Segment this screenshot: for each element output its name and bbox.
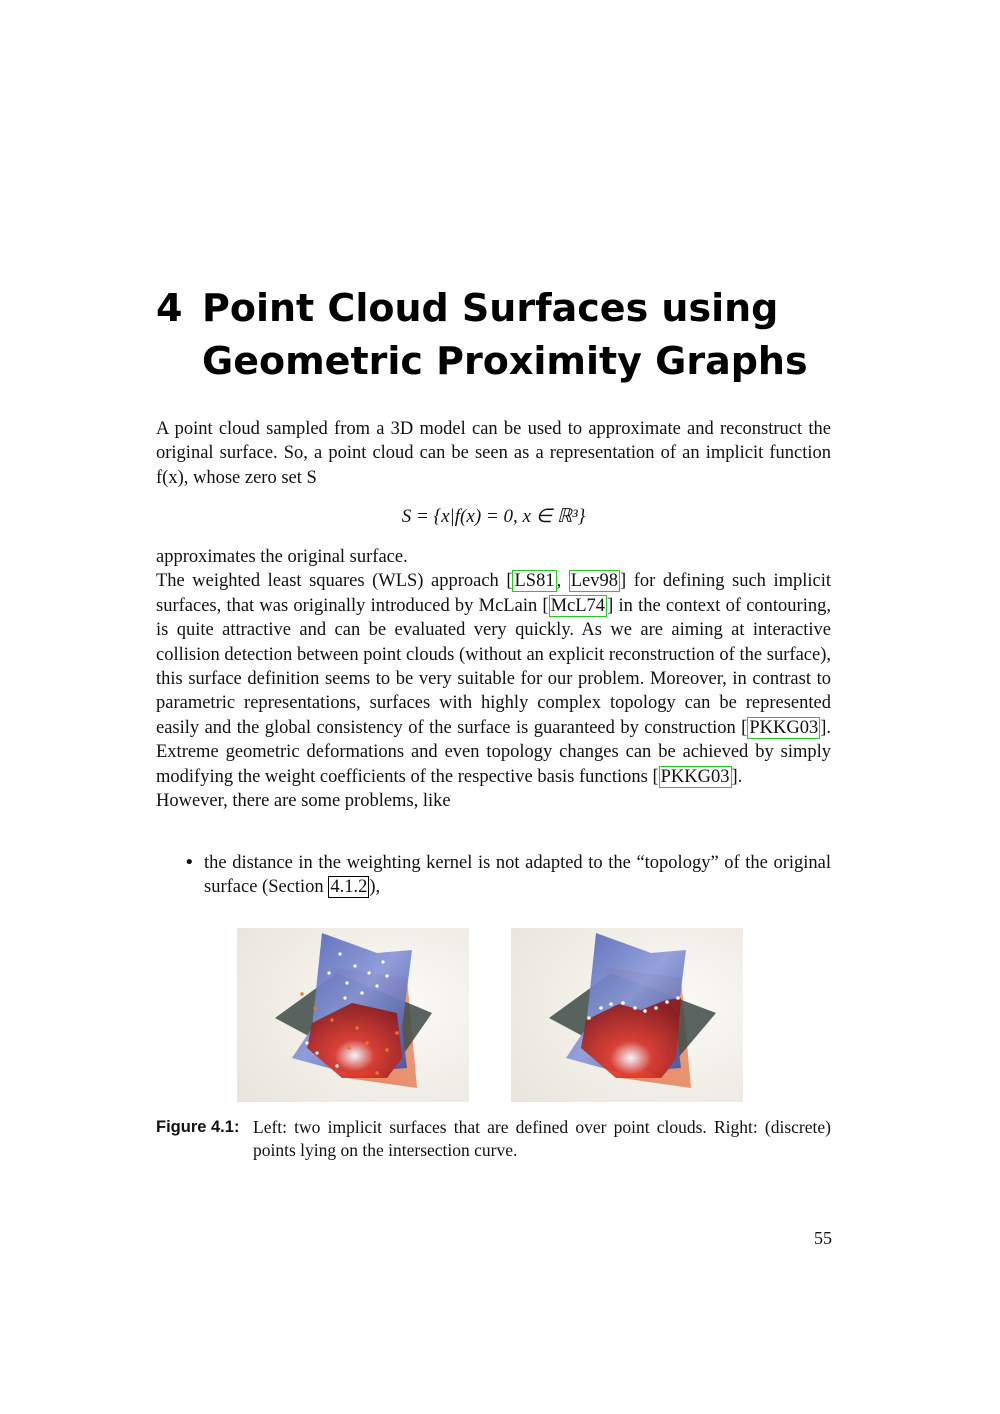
figure-label: Figure 4.1:: [156, 1118, 240, 1136]
citation-lev98[interactable]: Lev98: [570, 571, 619, 592]
citation-ls81[interactable]: LS81: [514, 571, 555, 592]
page-number: 55: [814, 1228, 832, 1248]
chapter-title: Point Cloud Surfaces using Geometric Proximity Graphs: [202, 286, 808, 383]
bullet-text-part: the distance in the weighting kernel is not adapted to the “topology” of the original surface (Section: [204, 853, 831, 898]
bullet-text: [204, 851, 831, 900]
paragraph-text: The weighted least squares (WLS) approach [: [156, 571, 513, 592]
paragraph-text: ]. Extreme geometric deformations and even topology changes can be achieved by simply modifying the weight coefficients of the respective basis functions [: [156, 717, 831, 787]
bullet-icon: •: [184, 852, 195, 873]
paragraph-text: ,: [556, 571, 569, 592]
figure-left-image: [237, 928, 469, 1102]
bullet-text-part: ),: [369, 877, 381, 898]
zero-set-equation: S = {x|f(x) = 0, x ∈ ℝ³}: [401, 506, 586, 527]
citation-pkkg03-2[interactable]: PKKG03: [660, 766, 730, 787]
paragraph-text: ].: [731, 766, 743, 787]
wls-paragraph: [156, 545, 831, 813]
chapter-number: 4: [156, 286, 183, 330]
figure-caption-text: Left: two implicit surfaces that are defined over point clouds. Right: (discrete) points lying on the intersection curve.: [253, 1117, 831, 1160]
paragraph-line: approximates the original surface.: [156, 547, 408, 567]
intro-paragraph: A point cloud sampled from a 3D model can be used to approximate and reconstruct the original surface. So, a point cloud can be seen as a representation of an implicit function f(x), whose zero set S: [156, 419, 831, 488]
figure-right-image: [511, 928, 743, 1102]
paragraph-text: ] for defining such implicit surfaces, that was originally introduced by McLain [: [156, 571, 831, 616]
paragraph-text: ] in the context of contouring, is quite attractive and can be evaluated very quickly. As we are aiming at interactive collision detection between point clouds (without an explicit reconstruction of the surface), this surface definition seems to be very suitable for our problem. Moreover, in contrast to parametric representations, surfaces with highly complex topology can be represented easily and the global consistency of the surface is guaranteed by construction [: [156, 595, 831, 738]
citation-mcl74[interactable]: McL74: [550, 595, 606, 616]
section-reference[interactable]: 4.1.2: [330, 877, 368, 898]
citation-pkkg03[interactable]: PKKG03: [749, 717, 819, 738]
paragraph-line: However, there are some problems, like: [156, 791, 451, 812]
